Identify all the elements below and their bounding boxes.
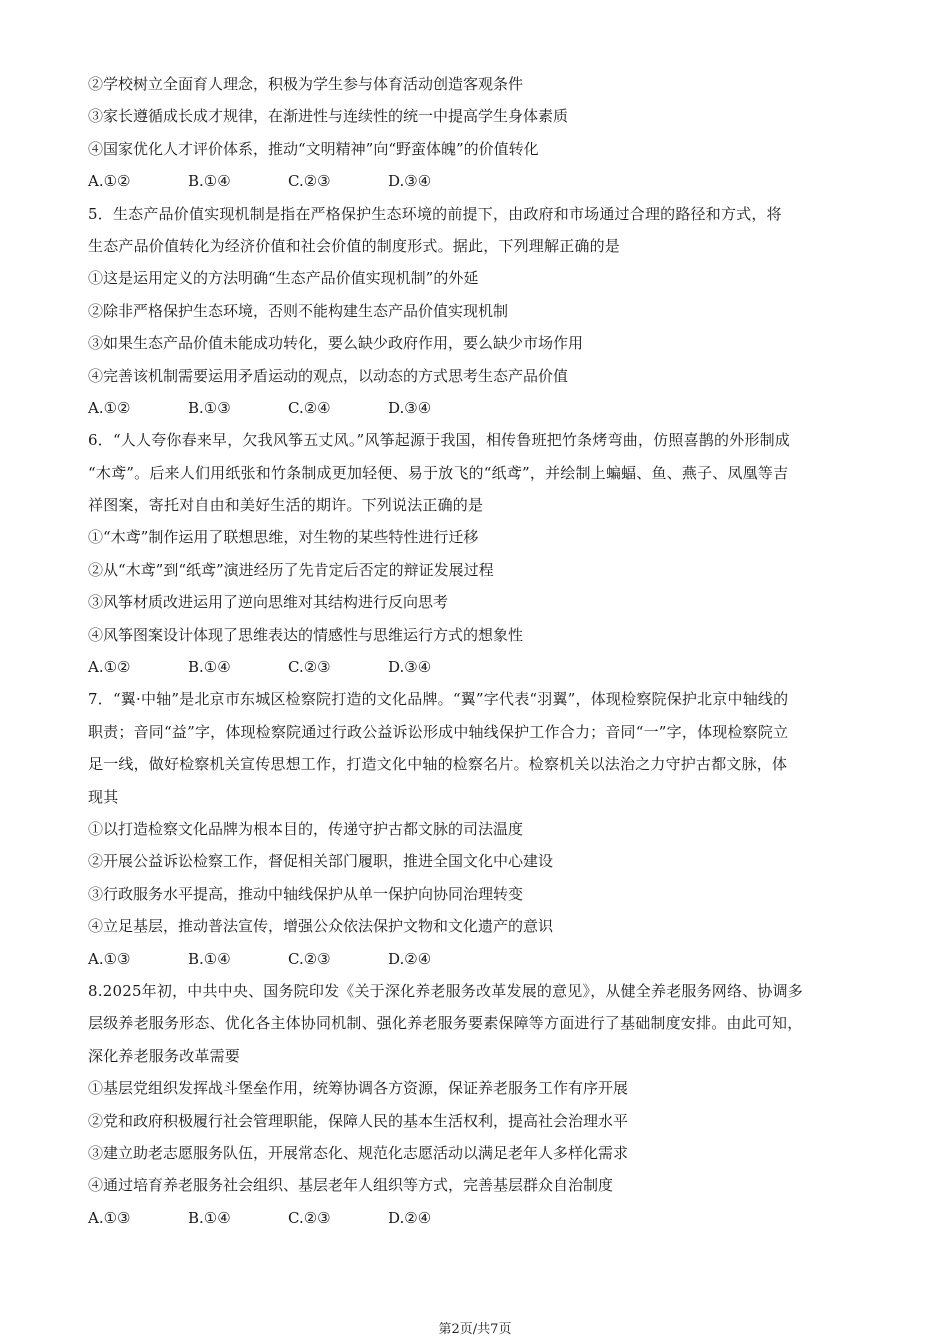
option-d: D.③④: [388, 172, 432, 191]
statement: ②党和政府积极履行社会管理职能，保障人民的基本生活权利，提高社会治理水平: [88, 1111, 629, 1130]
question-stem: 深化养老服务改革需要: [88, 1046, 241, 1065]
statement: ②从“木鸢”到“纸鸢”演进经历了先肯定后否定的辩证发展过程: [88, 560, 494, 579]
statement: ①“木鸢”制作运用了联想思维，对生物的某些特性进行迁移: [88, 528, 479, 547]
question-stem: 8.2025年初，中共中央、国务院印发《关于深化养老服务改革发展的意见》，从健全养老服务网络、协调多: [88, 981, 803, 1000]
question-stem: 现其: [88, 787, 119, 806]
page-number: 第2页/共7页: [438, 1322, 512, 1337]
statement: ②除非严格保护生态环境，否则不能构建生态产品价值实现机制: [88, 301, 509, 320]
statement: ④国家优化人才评价体系，推动“文明精神”向“野蛮体魄”的价值转化: [88, 139, 539, 158]
answer-options: [88, 392, 878, 424]
option-a: A.①②: [88, 172, 131, 191]
option-a: A.①②: [88, 658, 131, 677]
statement: ④完善该机制需要运用矛盾运动的观点，以动态的方式思考生态产品价值: [88, 366, 569, 385]
statement: ③家长遵循成长成才规律，在渐进性与连续性的统一中提高学生身体素质: [88, 107, 569, 126]
option-c: C.②③: [288, 949, 331, 968]
question-5: [88, 198, 878, 425]
option-a: A.①③: [88, 1208, 131, 1227]
statement: ②学校树立全面育人理念，积极为学生参与体育活动创造客观条件: [88, 75, 524, 93]
option-b: B.①④: [188, 172, 231, 191]
statement: ④立足基层，推动普法宣传，增强公众依法保护文物和文化遗产的意识: [88, 917, 554, 936]
statement: ③建立助老志愿服务队伍，开展常态化、规范化志愿活动以满足老年人多样化需求: [88, 1143, 629, 1162]
statement: ③行政服务水平提高，推动中轴线保护从单一保护向协同治理转变: [88, 884, 524, 903]
statement: ①以打造检察文化品牌为根本目的，传递守护古都文脉的司法温度: [88, 819, 524, 838]
question-4-continuation: [88, 68, 878, 198]
question-7: [88, 683, 878, 975]
question-stem: 足一线，做好检察机关宣传思想工作，打造文化中轴的检察名片。检察机关以法治之力守护古都文脉，体: [88, 755, 788, 774]
question-6: [88, 424, 878, 683]
option-b: B.①④: [188, 1208, 231, 1227]
answer-options: [88, 943, 878, 975]
option-c: C.②③: [288, 658, 331, 677]
statement: ④通过培育养老服务社会组织、基层老年人组织等方式，完善基层群众自治制度: [88, 1176, 614, 1195]
option-b: B.①④: [188, 658, 231, 677]
option-c: C.②③: [288, 172, 331, 191]
option-d: D.③④: [388, 658, 432, 677]
question-stem: 职责；音同“益”字，体现检察院通过行政公益诉讼形成中轴线保护工作合力；音同“一”字，体现检察院立: [88, 722, 789, 741]
question-stem: 层级养老服务形态、优化各主体协同机制、强化养老服务要素保障等方面进行了基础制度安排。由此可知，: [88, 1014, 803, 1033]
statement: ③如果生态产品价值未能成功转化，要么缺少政府作用，要么缺少市场作用: [88, 334, 584, 353]
exam-page: [88, 68, 878, 1234]
option-b: B.①③: [188, 398, 231, 417]
question-stem: 7．“翼·中轴”是北京市东城区检察院打造的文化品牌。“翼”字代表“羽翼”，体现检察院保护北京中轴线的: [88, 690, 789, 709]
option-b: B.①④: [188, 949, 231, 968]
question-stem: 生态产品价值转化为经济价值和社会价值的制度形式。据此，下列理解正确的是: [88, 236, 621, 255]
option-d: D.③④: [388, 398, 432, 417]
answer-options: [88, 165, 878, 197]
statement: ①基层党组织发挥战斗堡垒作用，统筹协调各方资源，保证养老服务工作有序开展: [88, 1079, 629, 1098]
question-stem: 5．生态产品价值实现机制是指在严格保护生态环境的前提下，由政府和市场通过合理的路径和方式，将: [88, 204, 782, 223]
answer-options: [88, 651, 878, 683]
answer-options: [88, 1202, 878, 1234]
option-a: A.①②: [88, 398, 131, 417]
option-c: C.②④: [288, 398, 331, 417]
option-a: A.①③: [88, 949, 131, 968]
statement: ②开展公益诉讼检察工作，督促相关部门履职，推进全国文化中心建设: [88, 852, 554, 871]
question-stem: 祥图案，寄托对自由和美好生活的期许。下列说法正确的是: [88, 496, 484, 515]
statement: ④风筝图案设计体现了思维表达的情感性与思维运行方式的想象性: [88, 625, 524, 644]
statement: ③风筝材质改进运用了逆向思维对其结构进行反向思考: [88, 593, 449, 612]
question-stem: “木鸢”。后来人们用纸张和竹条制成更加轻便、易于放飞的“纸鸢”，并绘制上蝙蝠、鱼、燕子、凤凰等吉: [88, 463, 789, 482]
option-d: D.②④: [388, 949, 432, 968]
question-8: [88, 975, 878, 1234]
option-d: D.②④: [388, 1208, 432, 1227]
option-c: C.②③: [288, 1208, 331, 1227]
statement: ①这是运用定义的方法明确“生态产品价值实现机制”的外延: [88, 269, 479, 288]
question-stem: 6．“人人夸你春来早，欠我风筝五丈风。”风筝起源于我国，相传鲁班把竹条烤弯曲，仿照喜鹊的外形制成: [88, 431, 790, 450]
